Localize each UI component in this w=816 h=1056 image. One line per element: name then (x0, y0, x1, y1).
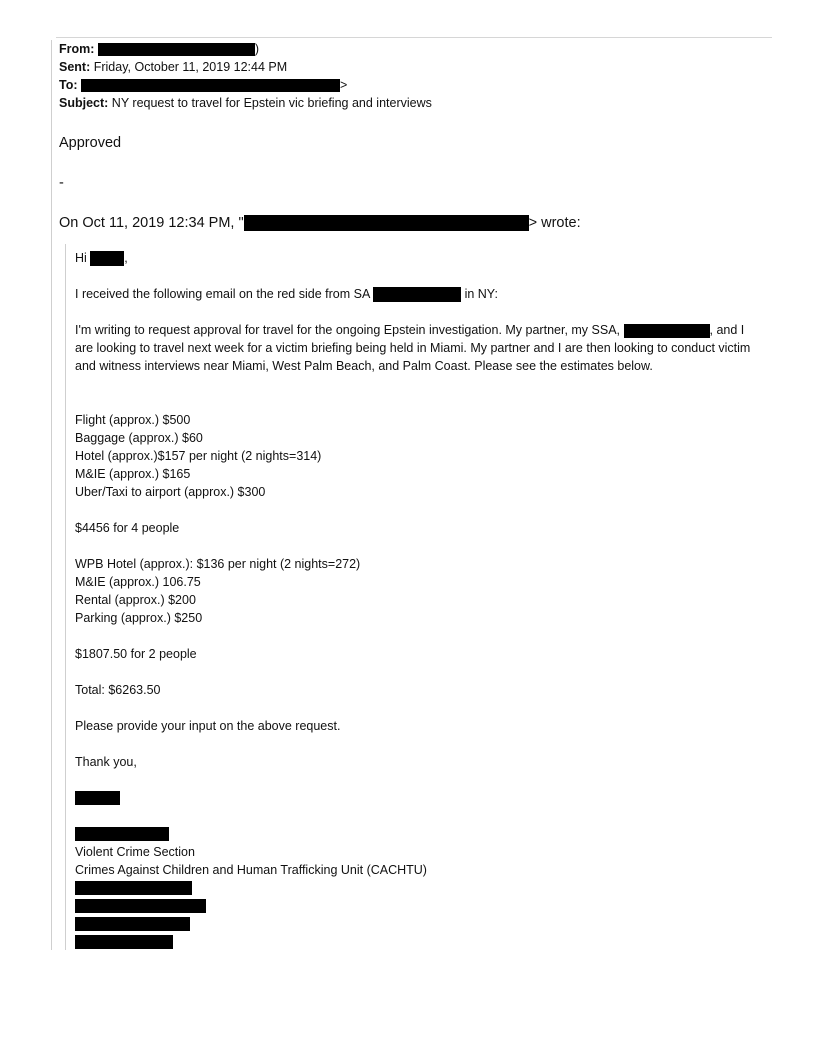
quote-intro-suffix: > wrote: (528, 215, 581, 231)
from-label: From: (59, 42, 95, 56)
quote-bar-inner (65, 244, 66, 950)
subject-value: NY request to travel for Epstein vic briefing and interviews (111, 96, 432, 110)
closing-line: Please provide your input on the above request. (75, 719, 341, 733)
to-label: To: (59, 78, 78, 92)
to-suffix: > (340, 78, 348, 92)
from-suffix: ) (254, 42, 260, 56)
estimate-item: Parking (approx.) $250 (75, 611, 203, 625)
estimate-item: Hotel (approx.)$157 per night (2 nights=314) (75, 449, 322, 463)
reply-text: Approved (59, 135, 122, 151)
subject-line (59, 95, 432, 111)
redacted-signature-name (75, 791, 120, 805)
signature-unit: Crimes Against Children and Human Trafficking Unit (CACHTU) (75, 863, 427, 877)
estimate-item: M&IE (approx.) 106.75 (75, 575, 201, 589)
request-paragraph (75, 321, 765, 375)
received-prefix: I received the following email on the red side from SA (75, 287, 370, 301)
greeting (75, 249, 128, 267)
request-part1: I'm writing to request approval for travel for the ongoing Epstein investigation. My partner, my SSA, (75, 323, 621, 337)
received-suffix: in NY: (464, 287, 498, 301)
sent-value: Friday, October 11, 2019 12:44 PM (93, 60, 288, 74)
redacted-signature-line (75, 917, 190, 931)
quote-intro-prefix: On Oct 11, 2019 12:34 PM, " (59, 215, 244, 231)
estimate-item: M&IE (approx.) $165 (75, 467, 191, 481)
estimate-item: Flight (approx.) $500 (75, 413, 191, 427)
subject-label: Subject: (59, 96, 109, 110)
redacted-signature-title (75, 827, 169, 841)
redacted-ssa-name (624, 324, 710, 338)
sent-label: Sent: (59, 60, 91, 74)
quote-bar-outer (51, 40, 52, 950)
request-part2: , and I are looking to travel next week for a victim briefing being held in Miami. My partner and I are then looking to conduct victim and witness interviews near Miami, West Palm Beach, and Palm Coast. Please see the estimates below. (75, 323, 751, 373)
redacted-greeting-name (90, 251, 124, 266)
estimate-item: Uber/Taxi to airport (approx.) $300 (75, 485, 266, 499)
redacted-recipient (81, 79, 340, 92)
subtotal-group1: $4456 for 4 people (75, 521, 180, 535)
to-line (59, 77, 347, 93)
quote-intro (59, 214, 581, 232)
redacted-sender (98, 43, 255, 56)
estimate-item: Baggage (approx.) $60 (75, 431, 203, 445)
signature-section: Violent Crime Section (75, 845, 195, 859)
top-divider (56, 37, 772, 38)
greeting-suffix: , (124, 251, 128, 265)
greeting-prefix: Hi (75, 251, 87, 265)
estimate-item: WPB Hotel (approx.): $136 per night (2 nights=272) (75, 557, 361, 571)
redacted-sa-name (373, 287, 461, 302)
redacted-signature-line (75, 935, 173, 949)
from-line (59, 41, 259, 57)
thanks-line: Thank you, (75, 755, 137, 769)
estimate-item: Rental (approx.) $200 (75, 593, 196, 607)
redacted-signature-line (75, 881, 192, 895)
reply-signature-dash: - (59, 175, 64, 191)
received-line (75, 285, 498, 303)
redacted-quoted-sender (244, 215, 529, 231)
redacted-signature-line (75, 899, 206, 913)
total-line: Total: $6263.50 (75, 683, 161, 697)
subtotal-group2: $1807.50 for 2 people (75, 647, 197, 661)
sent-line (59, 59, 287, 75)
